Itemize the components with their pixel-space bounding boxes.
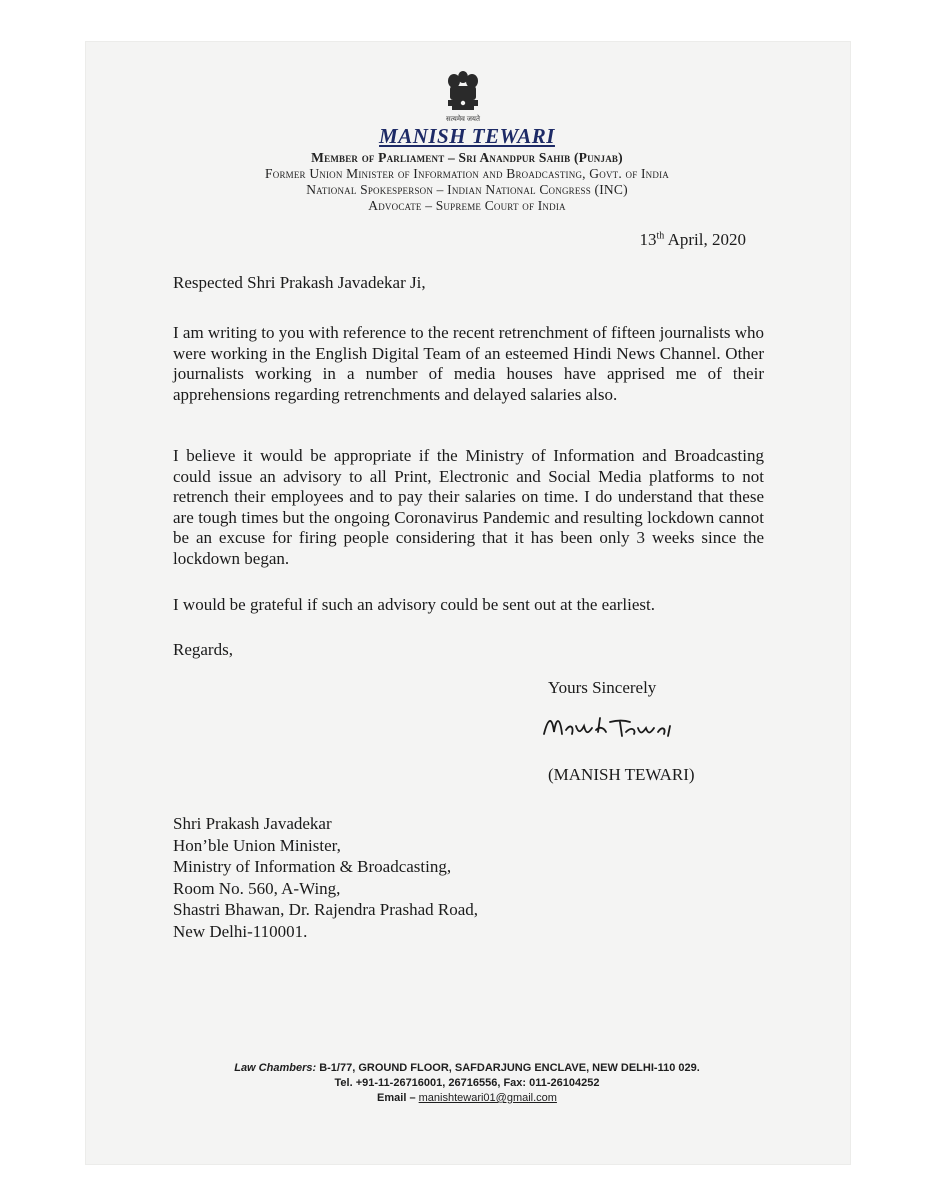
address-line: Shri Prakash Javadekar	[173, 814, 332, 833]
footer-chambers: Law Chambers: B-1/77, GROUND FLOOR, SAFDARJUNG ENCLAVE, NEW DELHI-110 029.	[234, 1062, 700, 1074]
address-line: Shastri Bhawan, Dr. Rajendra Prashad Road,	[173, 900, 478, 919]
letter-date: 13th April, 2020	[639, 230, 746, 249]
recipient-address	[173, 813, 478, 942]
address-line: New Delhi-110001.	[173, 921, 308, 941]
body-paragraph: I believe it would be appropriate if the Ministry of Information and Broadcasting could issue an advisory to all Print, Electronic and Social Media platforms to not retrench their employees and to pay their salaries on time. I do understand that these are tough times but the ongoing Coronavirus Pandemic and resulting lockdown cannot be an excuse for firing people considering that it has been only 3 weeks since the lockdown began.	[173, 446, 764, 568]
signature-icon	[540, 708, 730, 748]
email-link[interactable]: manishtewari01@gmail.com	[418, 1092, 557, 1104]
regards: Regards,	[173, 640, 233, 659]
address-line: Hon’ble Union Minister,	[173, 835, 341, 855]
letterhead-line-advocate: Advocate – Supreme Court of India	[368, 198, 566, 213]
address-line: Room No. 560, A-Wing,	[173, 878, 341, 898]
letterhead-line-spokesperson: National Spokesperson – Indian National Congress (INC)	[306, 182, 628, 197]
footer-phone: Tel. +91-11-26716001, 26716556, Fax: 011-26104252	[334, 1077, 600, 1089]
body-paragraph: I am writing to you with reference to the recent retrenchment of fifteen journalists who were working in the English Digital Team of an esteemed Hindi News Channel. Other journalists working in a number of media houses have apprised me of their apprehensions regarding retrenchments and delayed salaries also.	[173, 323, 765, 404]
body-paragraph: I would be grateful if such an advisory could be sent out at the earliest.	[173, 595, 655, 614]
letterhead-line-mp: Member of Parliament – Sri Anandpur Sahib (Punjab)	[311, 150, 623, 165]
letterhead-name: MANISH TEWARI	[379, 124, 555, 148]
emblem-caption: सत्यमेव जयते	[446, 115, 480, 123]
signer-name: (MANISH TEWARI)	[548, 765, 695, 784]
address-line: Ministry of Information & Broadcasting,	[173, 857, 452, 876]
footer-email: Email – manishtewari01@gmail.com	[377, 1092, 557, 1104]
letterhead-line-former-minister: Former Union Minister of Information and Broadcasting, Govt. of India	[265, 166, 669, 181]
salutation: Respected Shri Prakash Javadekar Ji,	[173, 273, 426, 292]
closing: Yours Sincerely	[548, 678, 657, 697]
